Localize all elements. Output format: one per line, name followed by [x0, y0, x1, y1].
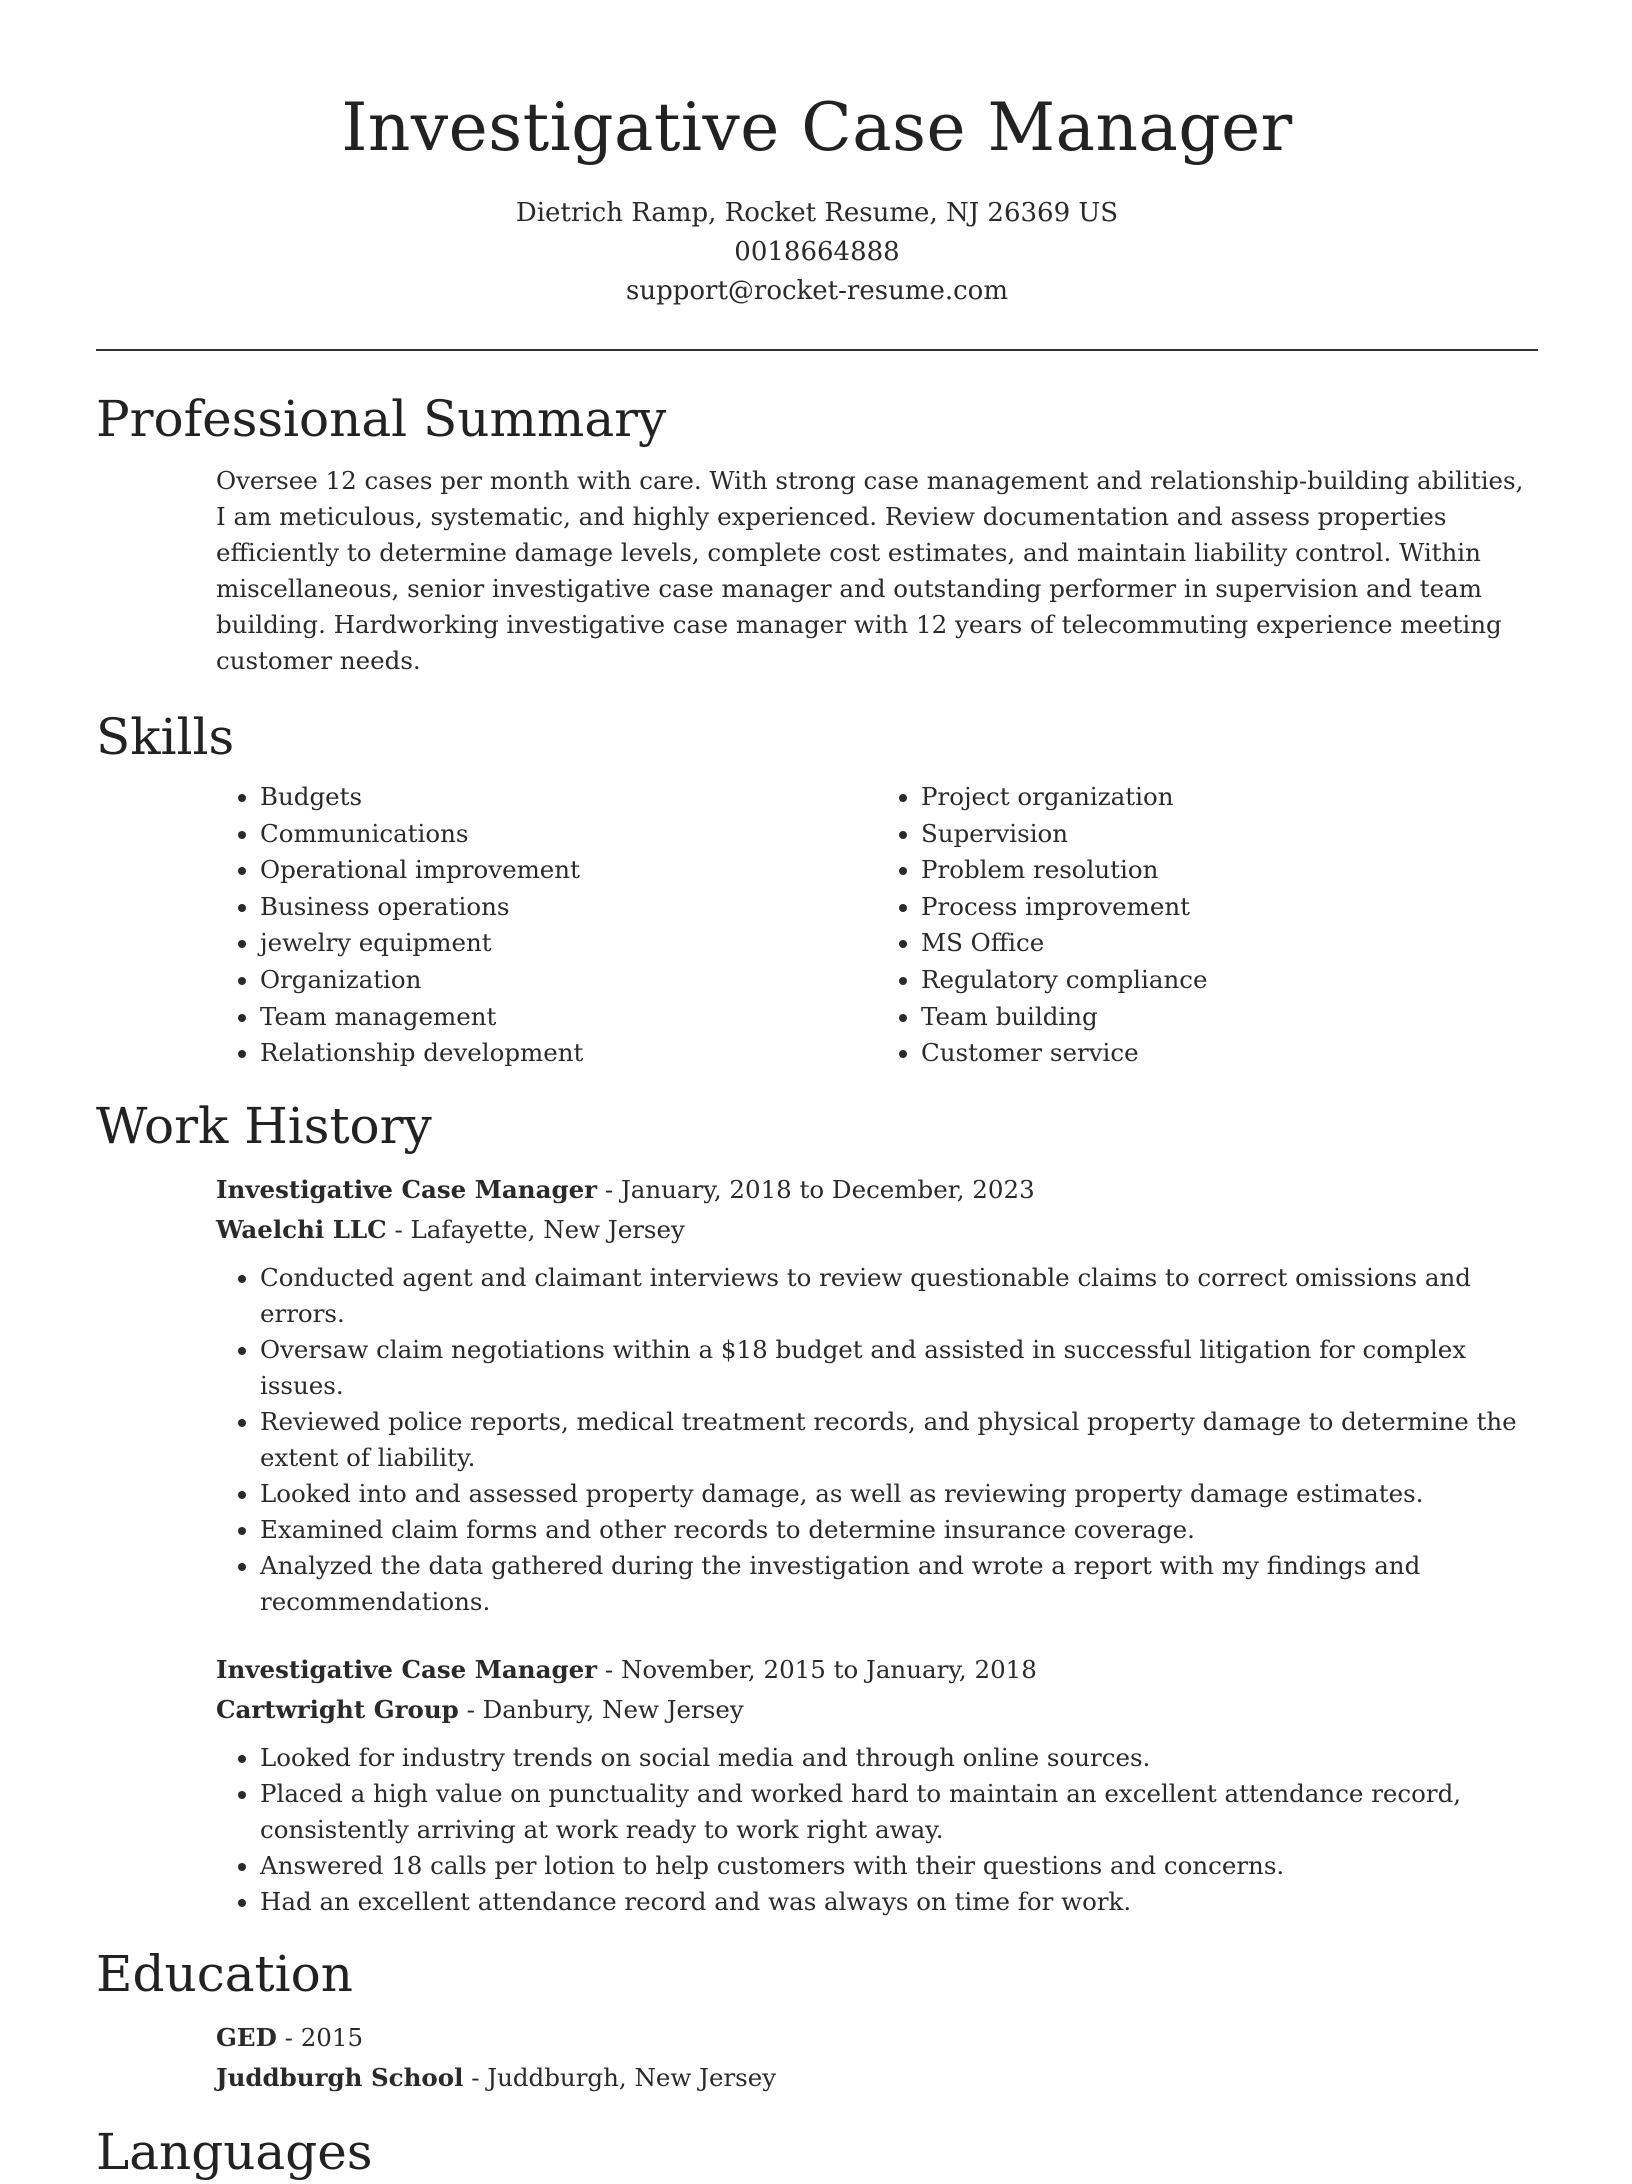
- education-section: [96, 1942, 1538, 2098]
- education-year: - 2015: [276, 2022, 364, 2052]
- education-entry: [216, 2018, 1538, 2098]
- summary-section: [96, 387, 1538, 679]
- job-company-line: [216, 1690, 1538, 1730]
- job-bullet: • Oversaw claim negotiations within a $18 budget and assisted in successful litigation for complex issues.: [260, 1332, 1538, 1404]
- education-school: Juddburgh School: [216, 2062, 464, 2092]
- contact-phone: 0018664888: [734, 237, 900, 267]
- skill-item: • jewelry equipment: [260, 925, 877, 962]
- job-bullet: • Answered 18 calls per lotion to help customers with their questions and concerns.: [260, 1848, 1538, 1884]
- education-location: - Juddburgh, New Jersey: [463, 2062, 777, 2092]
- languages-heading: Languages: [96, 2122, 373, 2181]
- skill-item: • Business operations: [260, 889, 877, 926]
- skills-heading: Skills: [96, 708, 235, 766]
- job-title-line: [216, 1650, 1538, 1690]
- job-bullets: [216, 1740, 1538, 1920]
- skill-item: • Process improvement: [921, 889, 1538, 926]
- job-bullet: • Looked into and assessed property damage, as well as reviewing property damage estimates.: [260, 1476, 1538, 1512]
- skills-column-left: [216, 779, 877, 1072]
- contact-email: support@rocket-resume.com: [625, 276, 1008, 306]
- job-company-line: [216, 1210, 1538, 1250]
- summary-heading: Professional Summary: [96, 390, 667, 448]
- skill-item: • Project organization: [921, 779, 1538, 816]
- resume-page: [96, 0, 1538, 2184]
- job-entry: [216, 1650, 1538, 1920]
- job-bullet: • Conducted agent and claimant interviews to review questionable claims to correct omissions and errors.: [260, 1260, 1538, 1332]
- job-bullets: [216, 1260, 1538, 1620]
- languages-section: [96, 2120, 1538, 2184]
- job-bullet: • Looked for industry trends on social media and through online sources.: [260, 1740, 1538, 1776]
- education-degree-line: [216, 2018, 1538, 2058]
- skill-item: • Operational improvement: [260, 852, 877, 889]
- job-role: Investigative Case Manager: [216, 1174, 598, 1204]
- job-bullet: • Placed a high value on punctuality and worked hard to maintain an excellent attendance record, consistently arriving at work ready to work right away.: [260, 1776, 1538, 1848]
- job-company: Waelchi LLC: [216, 1214, 387, 1244]
- summary-text: Oversee 12 cases per month with care. With strong case management and relationship-building abilities, I am meticulous, systematic, and highly experienced. Review documentation and assess properties efficiently to determine damage levels, complete cost estimates, and maintain liability control. Within miscellaneous, senior investigative case manager and outstanding performer in supervision and team building. Hardworking investigative case manager with 12 years of telecommuting experience meeting customer needs.: [216, 466, 1524, 675]
- skill-item: • Regulatory compliance: [921, 962, 1538, 999]
- header-divider: [96, 349, 1538, 351]
- education-degree: GED: [216, 2022, 277, 2052]
- skill-item: • Organization: [260, 962, 877, 999]
- job-location: - Lafayette, New Jersey: [386, 1214, 685, 1244]
- job-company: Cartwright Group: [216, 1694, 459, 1724]
- skill-item: • Communications: [260, 816, 877, 853]
- job-bullet: • Reviewed police reports, medical treatment records, and physical property damage to determine the extent of liability.: [260, 1404, 1538, 1476]
- education-heading: Education: [96, 1944, 353, 2003]
- contact-block: [96, 194, 1538, 311]
- skill-item: • Customer service: [921, 1035, 1538, 1072]
- job-entry: [216, 1170, 1538, 1620]
- job-title-line: [216, 1170, 1538, 1210]
- skills-column-right: [877, 779, 1538, 1072]
- work-section: [96, 1094, 1538, 1920]
- skill-item: • Team building: [921, 999, 1538, 1036]
- skill-item: • Budgets: [260, 779, 877, 816]
- skill-item: • MS Office: [921, 925, 1538, 962]
- resume-title: Investigative Case Manager: [341, 89, 1293, 166]
- skills-section: [96, 705, 1538, 1072]
- work-heading: Work History: [96, 1096, 432, 1155]
- job-role: Investigative Case Manager: [216, 1654, 598, 1684]
- job-bullet: • Had an excellent attendance record and was always on time for work.: [260, 1884, 1538, 1920]
- job-location: - Danbury, New Jersey: [458, 1694, 744, 1724]
- contact-address: Dietrich Ramp, Rocket Resume, NJ 26369 US: [515, 198, 1119, 228]
- summary-body: [216, 463, 1538, 679]
- skill-item: • Problem resolution: [921, 852, 1538, 889]
- skill-item: • Relationship development: [260, 1035, 877, 1072]
- skill-item: • Supervision: [921, 816, 1538, 853]
- job-dates: - November, 2015 to January, 2018: [597, 1654, 1037, 1684]
- resume-header: [96, 0, 1538, 311]
- job-bullet: • Analyzed the data gathered during the investigation and wrote a report with my findings and recommendations.: [260, 1548, 1538, 1620]
- education-school-line: [216, 2058, 1538, 2098]
- job-dates: - January, 2018 to December, 2023: [597, 1174, 1035, 1204]
- skill-item: • Team management: [260, 999, 877, 1036]
- skills-list: [216, 779, 1538, 1072]
- job-bullet: • Examined claim forms and other records to determine insurance coverage.: [260, 1512, 1538, 1548]
